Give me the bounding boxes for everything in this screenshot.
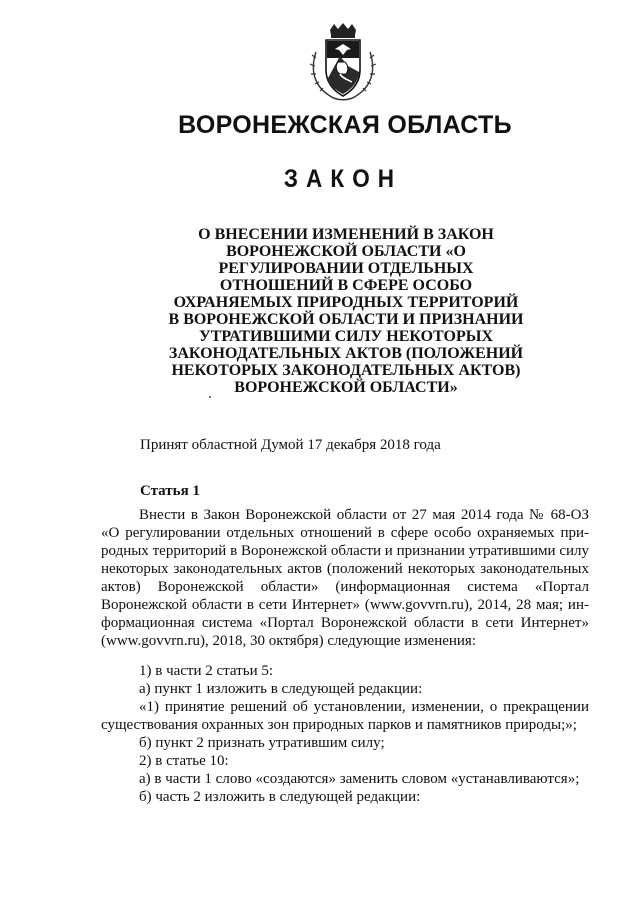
amendment-item: а) в части 1 слово «создаются» заменить словом «устанавливаются»; [139, 771, 580, 787]
document-type: ЗАКОН [283, 165, 403, 193]
amendment-item: «1) принятие решений об установлении, изменении, о прекращении существования охранных зон природных парков и памятников природы;»; [101, 699, 589, 733]
amendment-item: 1) в части 2 статьи 5: [139, 663, 274, 679]
region-title: ВОРОНЕЖСКАЯ ОБЛАСТЬ [178, 111, 512, 139]
scan-speck [209, 396, 211, 398]
amendment-item: 2) в статье 10: [139, 753, 229, 769]
paragraph-gap [101, 650, 589, 662]
adoption-note: Принят областной Думой 17 декабря 2018 года [140, 437, 441, 453]
article-heading: Статья 1 [140, 483, 200, 499]
article-body [101, 506, 589, 806]
amendment-item: б) часть 2 изложить в следующей редакции: [139, 789, 421, 805]
law-title: О ВНЕСЕНИИ ИЗМЕНЕНИЙ В ЗАКОН ВОРОНЕЖСКОЙ ОБЛАСТИ «О РЕГУЛИРОВАНИИ ОТДЕЛЬНЫХ ОТНОШЕНИЙ В СФЕРЕ ОСОБО ОХРАНЯЕМЫХ ПРИРОДНЫХ ТЕРРИТОРИЙ В ВОРОНЕЖСКОЙ ОБЛАСТИ И ПРИЗНАНИИ УТРАТИВШИМИ СИЛУ НЕКОТОРЫХ ЗАКОНОДАТЕЛЬНЫХ АКТОВ (ПОЛОЖЕНИЙ НЕКОТОРЫХ ЗАКОНОДАТЕЛЬНЫХ АКТОВ) ВОРОНЕЖСКОЙ ОБЛАСТИ» [168, 226, 524, 396]
voronezh-coat-of-arms-icon [302, 22, 384, 104]
amendment-item: б) пункт 2 признать утратившим силу; [139, 735, 385, 751]
article-intro-paragraph: Внести в Закон Воронежской области от 27 мая 2014 года № 68-ОЗ «О регулировании отдельных отношений в сфере особо охраняемых природных территорий в Воронежской области и признании утратившими силу некоторых законодательных актов (положений некоторых законодательных актов) Воронежской области» (информационная система «Портал Воронежской области в сети Интернет» (www.govvrn.ru), 2014, 28 мая; информационная система «Портал Воронежской области в сети Интернет» (www.govvrn.ru), 2018, 30 октября) следующие изменения: [101, 507, 589, 649]
amendment-item: а) пункт 1 изложить в следующей редакции: [139, 681, 423, 697]
